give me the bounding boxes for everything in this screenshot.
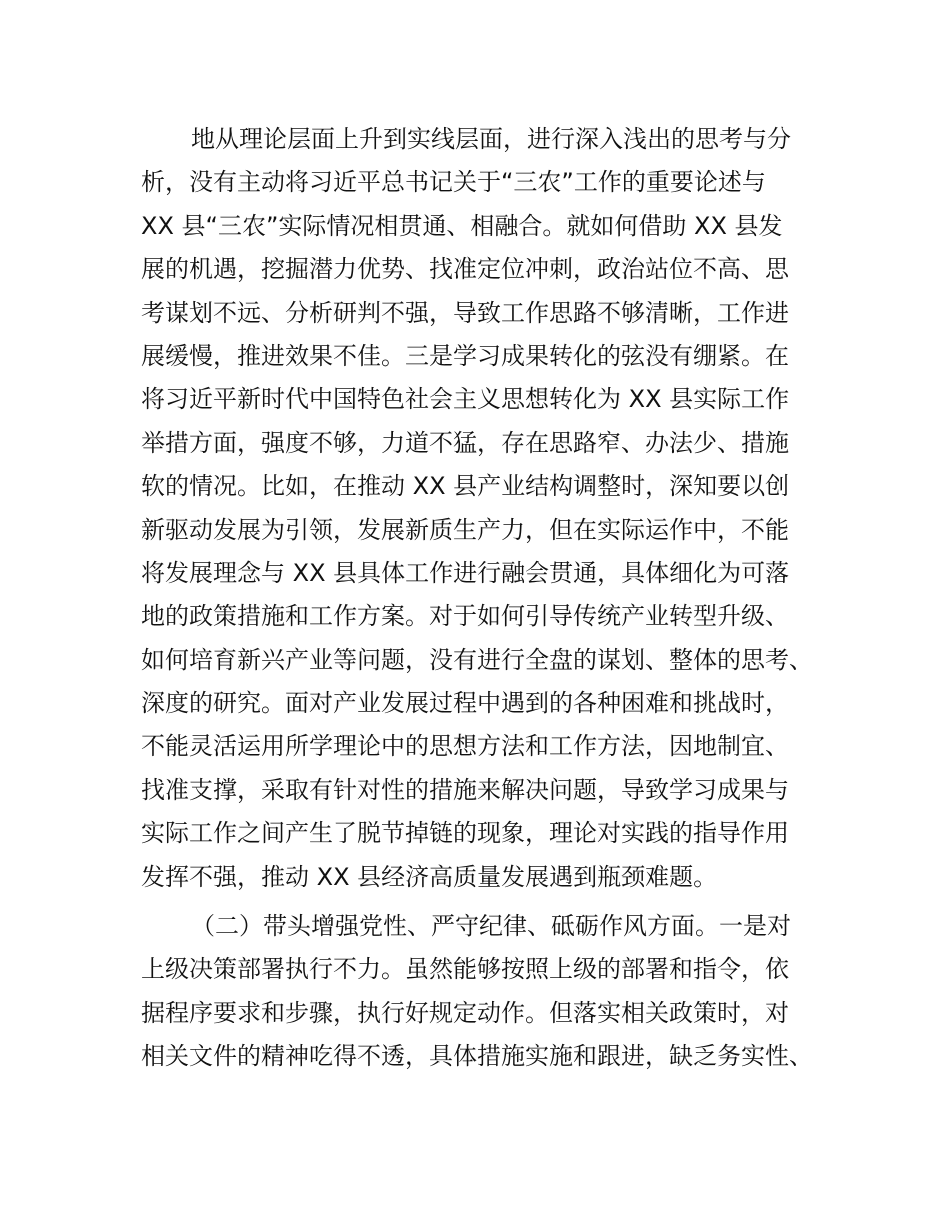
text-line: 不能灵活运用所学理论中的思想方法和工作方法，因地制宜、	[141, 732, 789, 761]
paragraph-2	[141, 905, 831, 1079]
paragraph-1	[141, 118, 831, 899]
document-body	[141, 118, 831, 1079]
text-line: 地从理论层面上升到实线层面，进行深入浅出的思考与分	[191, 125, 791, 153]
text-line: 展缓慢，推进效果不佳。三是学习成果转化的弦没有绷紧。在	[141, 341, 789, 370]
text-line: 考谋划不远、分析研判不强，导致工作思路不够清晰，工作进	[141, 298, 789, 327]
text-line: 将发展理念与 XX 县具体工作进行融会贯通，具体细化为可落	[141, 558, 790, 587]
text-line: 将习近平新时代中国特色社会主义思想转化为 XX 县实际工作	[141, 385, 790, 414]
text-line: 实际工作之间产生了脱节掉链的现象，理论对实践的指导作用	[141, 819, 789, 848]
text-line: 发挥不强，推动 XX 县经济高质量发展遇到瓶颈难题。	[141, 862, 718, 891]
text-line: XX 县“三农”实际情况相贯通、相融合。就如何借助 XX 县发	[141, 211, 783, 240]
text-line: 地的政策措施和工作方案。对于如何引导传统产业转型升级、	[141, 602, 789, 631]
text-line: 据程序要求和步骤，执行好规定动作。但落实相关政策时，对	[141, 998, 789, 1027]
text-line: 析，没有主动将习近平总书记关于“三农”工作的重要论述与	[141, 168, 766, 197]
text-line: 新驱动发展为引领，发展新质生产力，但在实际运作中，不能	[141, 515, 789, 544]
text-line: 找准支撑，采取有针对性的措施来解决问题，导致学习成果与	[141, 775, 789, 804]
text-line: 深度的研究。面对产业发展过程中遇到的各种困难和挑战时，	[141, 689, 789, 718]
text-line: 上级决策部署执行不力。虽然能够按照上级的部署和指令，依	[141, 955, 789, 984]
text-line: （二）带头增强党性、严守纪律、砥砺作风方面。一是对	[191, 912, 791, 941]
text-line: 软的情况。比如，在推动 XX 县产业结构调整时，深知要以创	[141, 472, 790, 501]
text-line: 举措方面，强度不够，力道不猛，存在思路窄、办法少、措施	[141, 428, 789, 457]
text-line: 相关文件的精神吃得不透，具体措施实施和跟进，缺乏务实性、	[141, 1042, 813, 1071]
text-line: 如何培育新兴产业等问题，没有进行全盘的谋划、整体的思考、	[141, 645, 813, 674]
text-line: 展的机遇，挖掘潜力优势、找准定位冲刺，政治站位不高、思	[141, 255, 789, 284]
